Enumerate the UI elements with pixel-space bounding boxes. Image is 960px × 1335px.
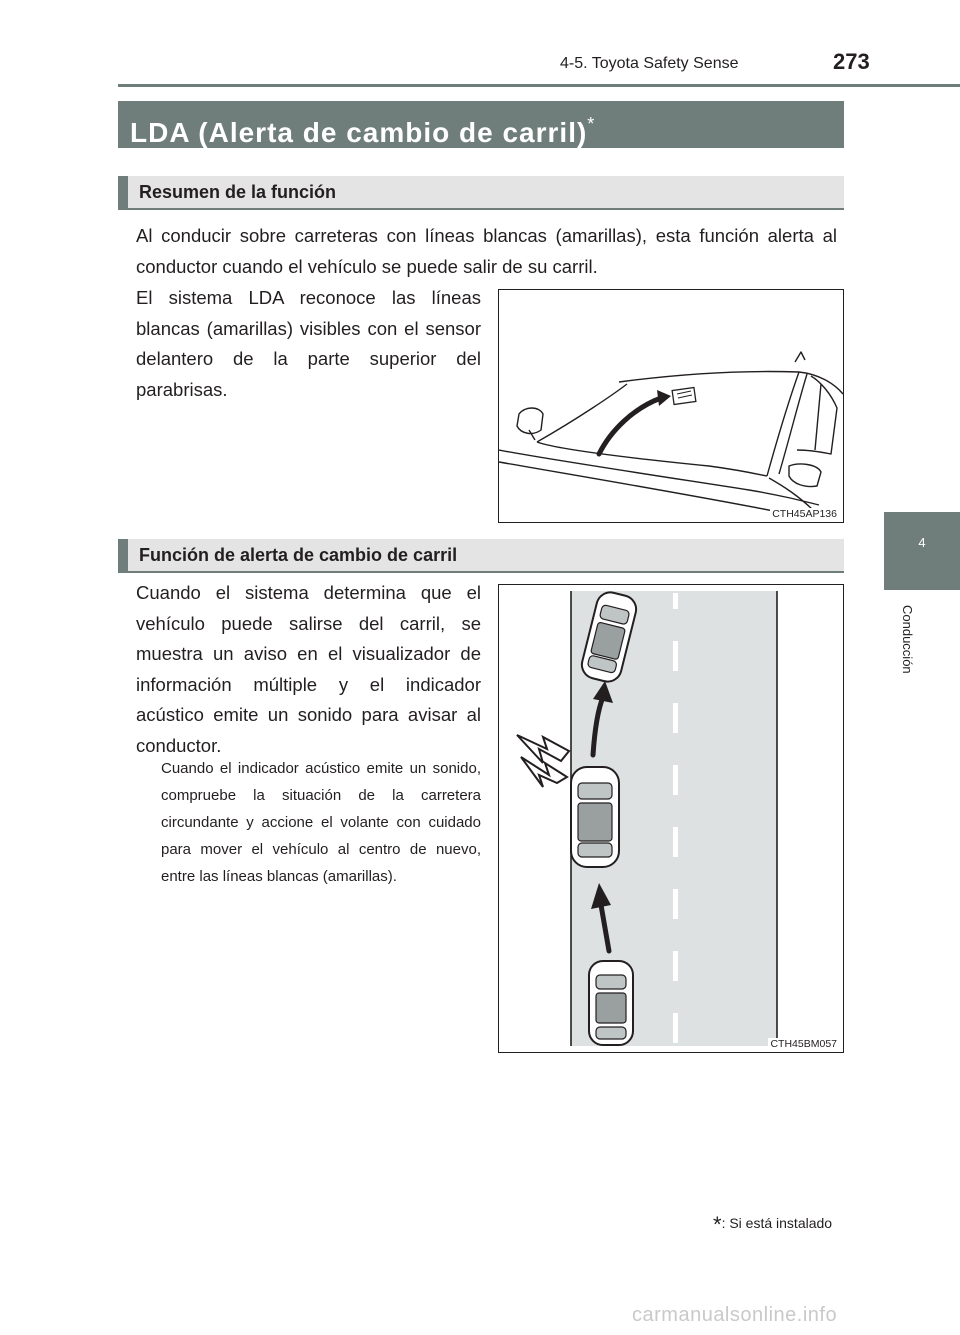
lane-departure-illustration [499, 585, 843, 1052]
page-title [118, 101, 844, 148]
lane-alert-body-text: Cuando el sistema determina que el vehículo puede salirse del carril, se muestra un aviso en el visualizador de información múltiple y el indicador acústico emite un sonido para avisar al conductor. [136, 582, 481, 756]
front-sensor-icon [672, 388, 696, 405]
chapter-number: 4 [918, 535, 926, 550]
lane-alert-note-text: Cuando el indicador acústico emite un sonido, compruebe la situación de la carretera circundante y accione el volante con cuidado para mover el vehículo al centro de nuevo, entre las líneas blancas (amarillas). [161, 760, 481, 885]
warning-lightning-icon [517, 735, 569, 787]
lane-departure-figure [498, 584, 844, 1053]
windshield-sensor-figure [498, 289, 844, 523]
chapter-tab [884, 512, 960, 590]
footnote-mark: * [713, 1212, 722, 1237]
section-heading-lane-alert: Función de alerta de cambio de carril [118, 539, 844, 573]
footnote-text: : Si está instalado [721, 1215, 833, 1231]
page-title-text: LDA (Alerta de cambio de carril) [130, 117, 588, 148]
section-heading-summary: Resumen de la función [118, 176, 844, 210]
summary-body-text: El sistema LDA reconoce las líneas blancas (amarillas) visibles con el sensor delantero de la parte superior del parabrisas. [136, 287, 481, 400]
car-middle-icon [571, 767, 619, 867]
figure-code-1: CTH45AP136 [772, 508, 837, 520]
car-rear-icon [589, 961, 633, 1045]
header-divider [118, 84, 960, 87]
windshield-illustration [499, 290, 843, 522]
sensor-arrow-icon [599, 390, 671, 454]
footnote [713, 1212, 832, 1238]
figure-code-2: CTH45BM057 [770, 1038, 837, 1050]
header-section-title: 4-5. Toyota Safety Sense [560, 55, 739, 72]
watermark: carmanualsonline.info [632, 1304, 838, 1326]
summary-intro-text: Al conducir sobre carreteras con líneas blancas (amarillas), esta función alerta al conductor cuando el vehículo se puede salir de su carril. [136, 225, 837, 277]
title-mark: * [587, 114, 596, 134]
chapter-name: Conducción [900, 605, 915, 674]
page-number: 273 [833, 49, 870, 74]
